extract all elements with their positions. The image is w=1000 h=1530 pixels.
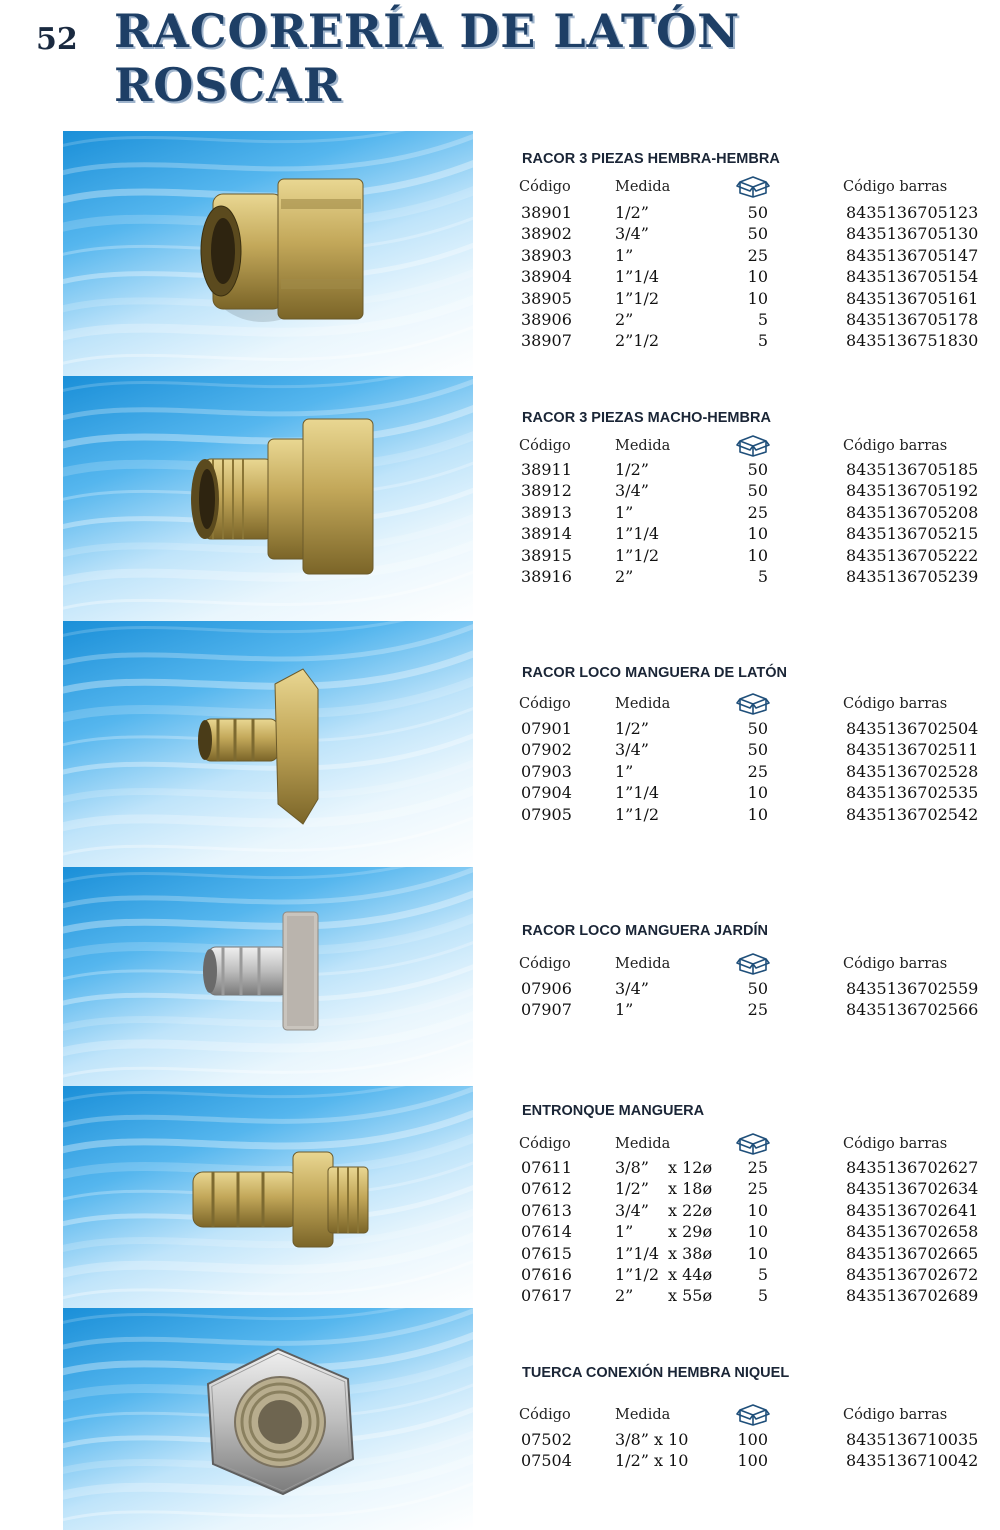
cell-barcode: 8435136705192: [846, 481, 979, 501]
cell-qty: 50: [747, 740, 768, 760]
column-header-size: Medida: [615, 1407, 671, 1423]
product-table: [518, 131, 979, 376]
cell-barcode: 8435136710042: [846, 1451, 979, 1471]
cell-size: 1”: [615, 1222, 634, 1242]
product-image: [183, 1334, 383, 1504]
table-row: [518, 331, 979, 352]
table-rows: [518, 460, 979, 588]
table-row: [518, 460, 979, 481]
cell-barcode: 8435136702542: [846, 804, 979, 824]
product-section: [63, 1086, 979, 1308]
cell-size: 1”: [615, 245, 634, 265]
cell-code: 07617: [521, 1286, 572, 1306]
product-table: [518, 621, 979, 867]
cell-qty: 50: [747, 203, 768, 222]
box-icon: [736, 1131, 770, 1159]
cell-size: 1”1/4: [615, 1243, 660, 1263]
product-table: [518, 1086, 979, 1308]
cell-qty: 5: [757, 309, 768, 329]
cell-code: 38902: [521, 224, 572, 244]
cell-code: 07614: [521, 1222, 572, 1242]
product-photo: [63, 131, 473, 376]
cell-code: 38911: [521, 460, 572, 479]
cell-code: 38912: [521, 481, 572, 501]
cell-size: 3/4”: [615, 224, 649, 244]
cell-code: 07906: [521, 979, 572, 998]
cell-qty: 25: [747, 1158, 768, 1177]
cell-code: 07901: [521, 719, 572, 738]
column-header-barcode: Código barras: [843, 696, 948, 712]
cell-barcode: 8435136702641: [846, 1200, 979, 1220]
cell-barcode: 8435136705178: [846, 309, 979, 329]
column-header-code: Código: [519, 179, 571, 195]
cell-barcode: 8435136702672: [846, 1264, 979, 1284]
cell-qty: 5: [757, 1286, 768, 1306]
cell-code: 07907: [521, 1000, 572, 1020]
cell-barcode: 8435136705185: [846, 460, 979, 479]
cell-barcode: 8435136705208: [846, 502, 979, 522]
column-header-barcode: Código barras: [843, 438, 948, 454]
table-row: [518, 1200, 979, 1222]
table-row: [518, 1158, 979, 1179]
cell-barcode: 8435136702559: [846, 979, 979, 998]
cell-diameter: x 29ø: [668, 1222, 713, 1242]
cell-size: 1”1/2: [615, 804, 660, 824]
table-row: [518, 1264, 979, 1286]
cell-barcode: 8435136705154: [846, 267, 979, 287]
table-row: [518, 1243, 979, 1265]
cell-diameter: x 44ø: [668, 1264, 713, 1284]
cell-code: 38903: [521, 245, 572, 265]
table-row: [518, 1430, 979, 1451]
box-icon: [736, 433, 770, 461]
cell-barcode: 8435136702511: [846, 740, 979, 760]
column-header-code: Código: [519, 956, 571, 972]
cell-qty: 50: [747, 481, 768, 501]
cell-qty: 10: [747, 267, 768, 287]
box-icon: [736, 691, 770, 719]
cell-size: 1”: [615, 1000, 634, 1020]
cell-barcode: 8435136702528: [846, 761, 979, 781]
cell-code: 07502: [521, 1430, 572, 1449]
table-rows: [518, 1158, 979, 1308]
product-photo: [63, 376, 473, 621]
cell-code: 07611: [521, 1158, 572, 1177]
cell-code: 38901: [521, 203, 572, 222]
cell-size: 3/4”: [615, 481, 649, 501]
cell-size: 1/2”: [615, 1179, 649, 1199]
cell-code: 38904: [521, 267, 572, 287]
cell-qty: 100: [737, 1430, 768, 1449]
cell-barcode: 8435136702535: [846, 783, 979, 803]
column-header-size: Medida: [615, 696, 671, 712]
product-image: [183, 892, 383, 1062]
table-row: [518, 1179, 979, 1200]
cell-size: 1”: [615, 761, 634, 781]
cell-size: 2”: [615, 566, 634, 586]
box-icon: [736, 951, 770, 979]
product-table: [518, 376, 979, 621]
cell-qty: 100: [737, 1451, 768, 1471]
table-row: [518, 1000, 979, 1021]
cell-size: 3/4”: [615, 979, 649, 998]
cell-code: 07904: [521, 783, 572, 803]
cell-code: 38907: [521, 331, 572, 351]
table-row: [518, 1286, 979, 1307]
product-section: [63, 1308, 979, 1530]
column-header-code: Código: [519, 438, 571, 454]
product-image: [183, 1112, 383, 1282]
cell-size: 1”1/2: [615, 1264, 660, 1284]
section-title: RACOR 3 PIEZAS HEMBRA-HEMBRA: [522, 151, 780, 167]
section-title: ENTRONQUE MANGUERA: [522, 1103, 705, 1119]
product-image: [183, 659, 383, 829]
cell-size: 1”1/2: [615, 545, 660, 565]
page-title-line-1: RACORERÍA DE LATÓN: [114, 4, 741, 58]
table-rows: [518, 719, 979, 826]
cell-size: 3/8”: [615, 1158, 649, 1177]
column-header-barcode: Código barras: [843, 1136, 948, 1152]
cell-barcode: 8435136702689: [846, 1286, 979, 1306]
cell-qty: 25: [747, 1000, 768, 1020]
cell-diameter: x 38ø: [668, 1243, 713, 1263]
cell-size: 3/8” x 10: [615, 1430, 689, 1449]
cell-barcode: 8435136702658: [846, 1222, 979, 1242]
column-header-barcode: Código barras: [843, 179, 948, 195]
table-row: [518, 224, 979, 245]
product-section: [63, 376, 979, 621]
cell-size: 2”: [615, 1286, 634, 1306]
cell-code: 07905: [521, 804, 572, 824]
cell-qty: 25: [747, 1179, 768, 1199]
cell-barcode: 8435136702665: [846, 1243, 979, 1263]
box-icon: [736, 1402, 770, 1430]
column-header-code: Código: [519, 1407, 571, 1423]
cell-code: 38916: [521, 566, 572, 586]
cell-barcode: 8435136705130: [846, 224, 979, 244]
cell-code: 38906: [521, 309, 572, 329]
column-header-barcode: Código barras: [843, 1407, 948, 1423]
cell-barcode: 8435136705147: [846, 245, 979, 265]
cell-code: 07612: [521, 1179, 572, 1199]
cell-diameter: x 22ø: [668, 1200, 713, 1220]
column-header-size: Medida: [615, 179, 671, 195]
product-photo: [63, 867, 473, 1086]
cell-barcode: 8435136705222: [846, 545, 979, 565]
cell-size: 1/2” x 10: [615, 1451, 689, 1471]
cell-qty: 50: [747, 224, 768, 244]
table-row: [518, 761, 979, 783]
cell-barcode: 8435136702504: [846, 719, 979, 738]
table-row: [518, 566, 979, 588]
cell-code: 38915: [521, 545, 572, 565]
cell-code: 38913: [521, 502, 572, 522]
table-row: [518, 481, 979, 502]
column-header-size: Medida: [615, 956, 671, 972]
cell-diameter: x 18ø: [668, 1179, 713, 1199]
product-table: [518, 867, 979, 1086]
product-section: [63, 131, 979, 376]
cell-qty: 25: [747, 502, 768, 522]
box-icon: [736, 174, 770, 202]
cell-code: 07616: [521, 1264, 572, 1284]
product-section: [63, 867, 979, 1086]
cell-barcode: 8435136705161: [846, 288, 979, 308]
cell-barcode: 8435136702627: [846, 1158, 979, 1177]
cell-code: 07613: [521, 1200, 572, 1220]
cell-qty: 50: [747, 460, 768, 479]
cell-diameter: x 12ø: [668, 1158, 713, 1177]
cell-barcode: 8435136702566: [846, 1000, 979, 1020]
cell-size: 1”1/4: [615, 267, 660, 287]
cell-size: 1/2”: [615, 719, 649, 738]
column-header-barcode: Código barras: [843, 956, 948, 972]
cell-size: 3/4”: [615, 740, 649, 760]
table-row: [518, 719, 979, 740]
section-title: RACOR 3 PIEZAS MACHO-HEMBRA: [522, 410, 771, 426]
product-image: [183, 169, 383, 339]
cell-code: 07615: [521, 1243, 572, 1263]
column-header-size: Medida: [615, 1136, 671, 1152]
page-number: 52: [36, 22, 78, 57]
cell-qty: 10: [747, 545, 768, 565]
cell-qty: 10: [747, 783, 768, 803]
cell-size: 1”1/2: [615, 288, 660, 308]
page-title-line-2: ROSCAR: [114, 58, 343, 112]
cell-qty: 5: [757, 331, 768, 351]
table-row: [518, 502, 979, 524]
table-row: [518, 804, 979, 826]
product-image: [183, 414, 383, 584]
cell-size: 2”: [615, 309, 634, 329]
cell-qty: 10: [747, 1200, 768, 1220]
cell-size: 1”: [615, 502, 634, 522]
cell-code: 07504: [521, 1451, 572, 1471]
table-row: [518, 545, 979, 567]
cell-qty: 10: [747, 1243, 768, 1263]
product-photo: [63, 1086, 473, 1308]
table-row: [518, 740, 979, 761]
cell-barcode: 8435136751830: [846, 331, 979, 351]
product-table: [518, 1308, 979, 1530]
table-row: [518, 309, 979, 331]
table-row: [518, 783, 979, 804]
product-photo: [63, 1308, 473, 1530]
table-row: [518, 1222, 979, 1243]
section-title: RACOR LOCO MANGUERA DE LATÓN: [522, 665, 788, 681]
cell-qty: 10: [747, 524, 768, 544]
cell-qty: 5: [757, 566, 768, 586]
cell-barcode: 8435136710035: [846, 1430, 979, 1449]
column-header-code: Código: [519, 1136, 571, 1152]
table-row: [518, 267, 979, 288]
table-rows: [518, 203, 979, 353]
table-row: [518, 288, 979, 310]
cell-code: 38905: [521, 288, 572, 308]
cell-size: 1”1/4: [615, 783, 660, 803]
cell-qty: 25: [747, 245, 768, 265]
cell-qty: 10: [747, 1222, 768, 1242]
product-photo: [63, 621, 473, 867]
cell-qty: 50: [747, 719, 768, 738]
cell-barcode: 8435136705123: [846, 203, 979, 222]
cell-code: 38914: [521, 524, 572, 544]
cell-size: 1”1/4: [615, 524, 660, 544]
table-rows: [518, 979, 979, 1022]
table-row: [518, 203, 979, 224]
cell-qty: 10: [747, 804, 768, 824]
cell-qty: 5: [757, 1264, 768, 1284]
section-title: TUERCA CONEXIÓN HEMBRA NIQUEL: [522, 1365, 790, 1381]
cell-size: 2”1/2: [615, 331, 660, 351]
cell-size: 3/4”: [615, 1200, 649, 1220]
cell-diameter: x 55ø: [668, 1286, 713, 1306]
section-title: RACOR LOCO MANGUERA JARDÍN: [522, 923, 768, 939]
table-row: [518, 245, 979, 267]
cell-barcode: 8435136705239: [846, 566, 979, 586]
cell-barcode: 8435136702634: [846, 1179, 979, 1199]
cell-size: 1/2”: [615, 460, 649, 479]
cell-code: 07903: [521, 761, 572, 781]
product-section: [63, 621, 979, 867]
table-rows: [518, 1430, 979, 1473]
cell-qty: 50: [747, 979, 768, 998]
table-row: [518, 524, 979, 545]
cell-qty: 10: [747, 288, 768, 308]
column-header-code: Código: [519, 696, 571, 712]
cell-barcode: 8435136705215: [846, 524, 979, 544]
cell-size: 1/2”: [615, 203, 649, 222]
table-row: [518, 1451, 979, 1472]
column-header-size: Medida: [615, 438, 671, 454]
cell-qty: 25: [747, 761, 768, 781]
table-row: [518, 979, 979, 1000]
cell-code: 07902: [521, 740, 572, 760]
